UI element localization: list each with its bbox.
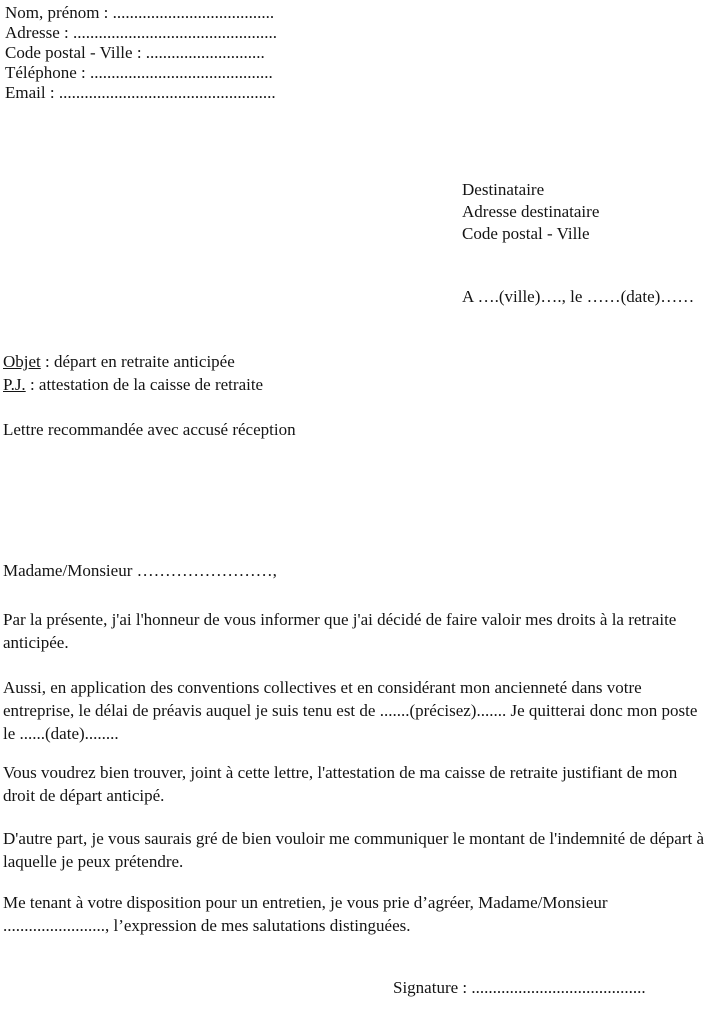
body-paragraph-4: D'autre part, je vous saurais gré de bien vouloir me communiquer le montant de l'indemnité de départ à laquelle je peux prétendre.: [3, 829, 705, 871]
subject-block: [3, 350, 263, 396]
sender-block: [5, 3, 277, 103]
body-paragraph-2: Aussi, en application des conventions collectives et en considérant mon ancienneté dans votre entreprise, le délai de préavis auquel je suis tenu est de .......(précisez)....... Je quitterai donc mon poste le ......(date)........: [3, 678, 698, 743]
sender-address-line: Adresse : ................................................: [5, 23, 277, 42]
recipient-block: [462, 179, 599, 245]
subject-text: : départ en retraite anticipée: [40, 352, 235, 371]
body-paragraph-1: Par la présente, j'ai l'honneur de vous informer que j'ai décidé de faire valoir mes droits à la retraite anticipée.: [3, 610, 677, 652]
attachment-text: : attestation de la caisse de retraite: [25, 375, 264, 394]
body-paragraph-5: Me tenant à votre disposition pour un entretien, je vous prie d’agréer, Madame/Monsieur ........................, l’expression de mes salutations distinguées.: [3, 893, 608, 935]
sender-email-line: Email : ...................................................: [5, 83, 276, 102]
attachment-label: P.J.: [3, 375, 26, 394]
signature-line: Signature : .........................................: [393, 978, 646, 997]
recipient-address: Adresse destinataire: [462, 202, 600, 221]
registered-mail-line: Lettre recommandée avec accusé réception: [3, 420, 296, 439]
attachment-line: [3, 373, 263, 396]
salutation-line: Madame/Monsieur ……………………,: [3, 561, 277, 580]
body-paragraph-3: Vous voudrez bien trouver, joint à cette lettre, l'attestation de ma caisse de retraite justifiant de mon droit de départ anticipé.: [3, 763, 678, 805]
subject-label: Objet: [3, 352, 41, 371]
sender-postal-city-line: Code postal - Ville : ............................: [5, 43, 265, 62]
sender-phone-line: Téléphone : ...........................................: [5, 63, 273, 82]
sender-name-line: Nom, prénom : ......................................: [5, 3, 275, 22]
subject-line: [3, 350, 263, 373]
recipient-postal-city: Code postal - Ville: [462, 224, 590, 243]
date-line: A ….(ville)…., le ……(date)……: [462, 287, 695, 306]
recipient-name: Destinataire: [462, 180, 545, 199]
